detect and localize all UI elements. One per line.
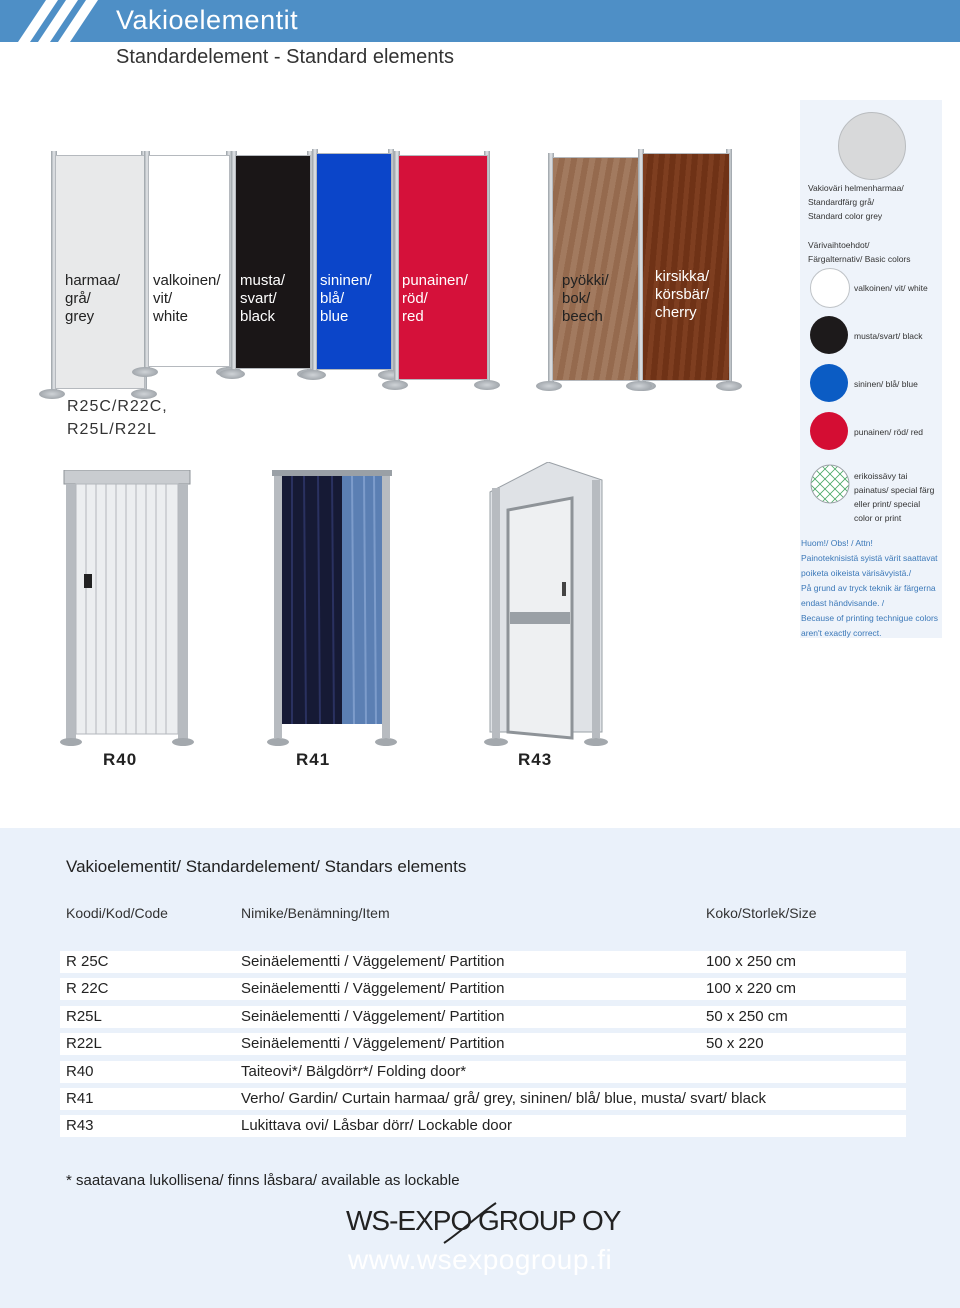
panel-label-line: harmaa/ bbox=[65, 272, 121, 289]
company-logo bbox=[346, 1205, 620, 1237]
basic-colors-title-2: Färgalternativ/ Basic colors bbox=[808, 254, 911, 264]
product-label-r43: R43 bbox=[518, 750, 553, 769]
table-cell-item: Seinäelementti / Väggelement/ Partition bbox=[241, 1035, 505, 1052]
panel-base-left bbox=[300, 370, 326, 380]
table-cell-code: R43 bbox=[66, 1117, 94, 1134]
note-line-6: Because of printing technigue colors bbox=[801, 613, 939, 623]
table-cell-item: Seinäelementti / Väggelement/ Partition bbox=[241, 1008, 505, 1025]
table-cell-size: 100 x 250 cm bbox=[706, 953, 797, 970]
note-line-7: aren't exactly correct. bbox=[801, 628, 882, 638]
special-text-2: painatus/ special färg bbox=[854, 485, 935, 495]
panel-swatch-3 bbox=[316, 153, 392, 370]
logo-swoosh-icon bbox=[442, 1201, 498, 1247]
page-subtitle: Standardelement - Standard elements bbox=[116, 46, 454, 68]
table-cell-item: Lukittava ovi/ Låsbar dörr/ Lockable door bbox=[241, 1117, 512, 1134]
panel-label-line: cherry bbox=[655, 304, 697, 321]
curtain-illustration bbox=[262, 470, 402, 750]
table-cell-code: R 25C bbox=[66, 953, 109, 970]
panel-label-line: valkoinen/ bbox=[153, 272, 221, 289]
header-item: Nimike/Benämning/Item bbox=[241, 905, 390, 921]
panel-swatch-6 bbox=[642, 153, 730, 381]
panel-label-line: blue bbox=[320, 308, 349, 325]
table-row bbox=[60, 1006, 906, 1028]
standard-color-text-1: Vakioväri helmenharmaa/ bbox=[808, 183, 904, 193]
panel-label-1 bbox=[153, 272, 221, 326]
black-swatch-label: musta/svart/ black bbox=[854, 331, 923, 341]
special-pattern-swatch bbox=[810, 464, 850, 504]
table-cell-code: R40 bbox=[66, 1063, 94, 1080]
panel-label-line: bok/ bbox=[562, 290, 591, 307]
panel-base-left bbox=[536, 381, 562, 391]
company-logo-text: WS-EXPO GROUP OY bbox=[346, 1205, 621, 1236]
special-text-3: eller print/ special bbox=[854, 499, 921, 509]
panel-label-line: white bbox=[153, 308, 189, 325]
basic-colors-title-1: Värivaihtoehdot/ bbox=[808, 240, 870, 250]
red-swatch bbox=[810, 412, 848, 450]
panel-swatch-2 bbox=[235, 155, 311, 369]
page-title: Vakioelementit bbox=[116, 5, 299, 35]
panel-base-left bbox=[219, 369, 245, 379]
panel-label-line: black bbox=[240, 308, 276, 325]
white-swatch-label: valkoinen/ vit/ white bbox=[854, 283, 928, 293]
panel-base-right bbox=[716, 381, 742, 391]
standard-grey-swatch bbox=[838, 112, 906, 180]
panel-label-line: punainen/ bbox=[402, 272, 468, 289]
panel-label-3 bbox=[320, 272, 372, 326]
table-row bbox=[60, 1115, 906, 1137]
panel-label-line: vit/ bbox=[153, 290, 173, 307]
panel-label-line: musta/ bbox=[240, 272, 286, 289]
panel-base-left bbox=[132, 367, 158, 377]
panel-label-line: körsbär/ bbox=[655, 286, 710, 303]
table-row bbox=[60, 978, 906, 1000]
panel-swatch-5 bbox=[552, 157, 644, 381]
panel-swatch-1 bbox=[148, 155, 230, 367]
table-cell-item: Verho/ Gardin/ Curtain harmaa/ grå/ grey, sininen/ blå/ blue, musta/ svart/ black bbox=[241, 1090, 766, 1107]
table-cell-code: R41 bbox=[66, 1090, 94, 1107]
standard-color-text-2: Standardfärg grå/ bbox=[808, 197, 875, 207]
footnote: * saatavana lukollisena/ finns låsbara/ available as lockable bbox=[66, 1172, 460, 1189]
panel-label-line: kirsikka/ bbox=[655, 268, 710, 285]
red-swatch-label: punainen/ röd/ red bbox=[854, 427, 923, 437]
panel-label-line: pyökki/ bbox=[562, 272, 609, 289]
standard-color-text-3: Standard color grey bbox=[808, 211, 883, 221]
white-swatch bbox=[810, 268, 850, 308]
panel-base-left bbox=[39, 389, 65, 399]
panel-code-line-2: R25L/R22L bbox=[67, 421, 157, 438]
special-text-4: color or print bbox=[854, 513, 902, 523]
folding-door-illustration bbox=[60, 470, 200, 750]
special-text-1: erikoissävy tai bbox=[854, 471, 908, 481]
table-cell-size: 100 x 220 cm bbox=[706, 980, 797, 997]
panel-label-0 bbox=[65, 272, 120, 326]
panel-label-line: sininen/ bbox=[320, 272, 372, 289]
header-stripes-decoration bbox=[18, 0, 108, 42]
product-label-r41: R41 bbox=[296, 750, 331, 769]
panel-base-left bbox=[382, 380, 408, 390]
table-cell-code: R22L bbox=[66, 1035, 102, 1052]
table-title: Vakioelementit/ Standardelement/ Standars elements bbox=[66, 857, 467, 876]
lockable-door-illustration bbox=[478, 462, 618, 752]
panel-label-5 bbox=[562, 272, 609, 326]
table-cell-item: Taiteovi*/ Bälgdörr*/ Folding door* bbox=[241, 1063, 467, 1080]
panel-label-6 bbox=[655, 268, 709, 322]
panel-label-line: blå/ bbox=[320, 290, 345, 307]
panel-label-line: röd/ bbox=[402, 290, 428, 307]
panel-label-line: red bbox=[402, 308, 424, 325]
panel-code-line-1: R25C/R22C, bbox=[67, 398, 168, 415]
table-cell-item: Seinäelementti / Väggelement/ Partition bbox=[241, 953, 505, 970]
black-swatch bbox=[810, 316, 848, 354]
panel-label-line: svart/ bbox=[240, 290, 277, 307]
note-line-5: endast händvisande. / bbox=[801, 598, 885, 608]
note-line-3: poiketa oikeista värisävyistä./ bbox=[801, 568, 912, 578]
table-row bbox=[60, 951, 906, 973]
website-url[interactable]: www.wsexpogroup.fi bbox=[348, 1244, 613, 1275]
header-code: Koodi/Kod/Code bbox=[66, 905, 168, 921]
note-line-4: På grund av tryck teknik är färgerna bbox=[801, 583, 936, 593]
table-row bbox=[60, 1088, 906, 1110]
product-label-r40: R40 bbox=[103, 750, 138, 769]
header-size: Koko/Storlek/Size bbox=[706, 905, 817, 921]
table-cell-code: R25L bbox=[66, 1008, 102, 1025]
table-cell-code: R 22C bbox=[66, 980, 109, 997]
table-row bbox=[60, 1061, 906, 1083]
panel-label-line: grey bbox=[65, 308, 95, 325]
panel-label-2 bbox=[240, 272, 285, 326]
blue-swatch bbox=[810, 364, 848, 402]
panel-label-4 bbox=[402, 272, 468, 326]
panel-swatch-4 bbox=[398, 155, 488, 380]
panel-base-right bbox=[474, 380, 500, 390]
blue-swatch-label: sininen/ blå/ blue bbox=[854, 379, 918, 389]
panel-label-line: beech bbox=[562, 308, 603, 325]
table-row bbox=[60, 1033, 906, 1055]
table-cell-size: 50 x 220 bbox=[706, 1035, 764, 1052]
note-line-1: Huom!/ Obs! / Attn! bbox=[801, 538, 873, 548]
panel-label-line: grå/ bbox=[65, 290, 91, 307]
table-cell-item: Seinäelementti / Väggelement/ Partition bbox=[241, 980, 505, 997]
table-cell-size: 50 x 250 cm bbox=[706, 1008, 788, 1025]
note-line-2: Painoteknisistä syistä värit saattavat bbox=[801, 553, 938, 563]
panel-base-left bbox=[626, 381, 652, 391]
